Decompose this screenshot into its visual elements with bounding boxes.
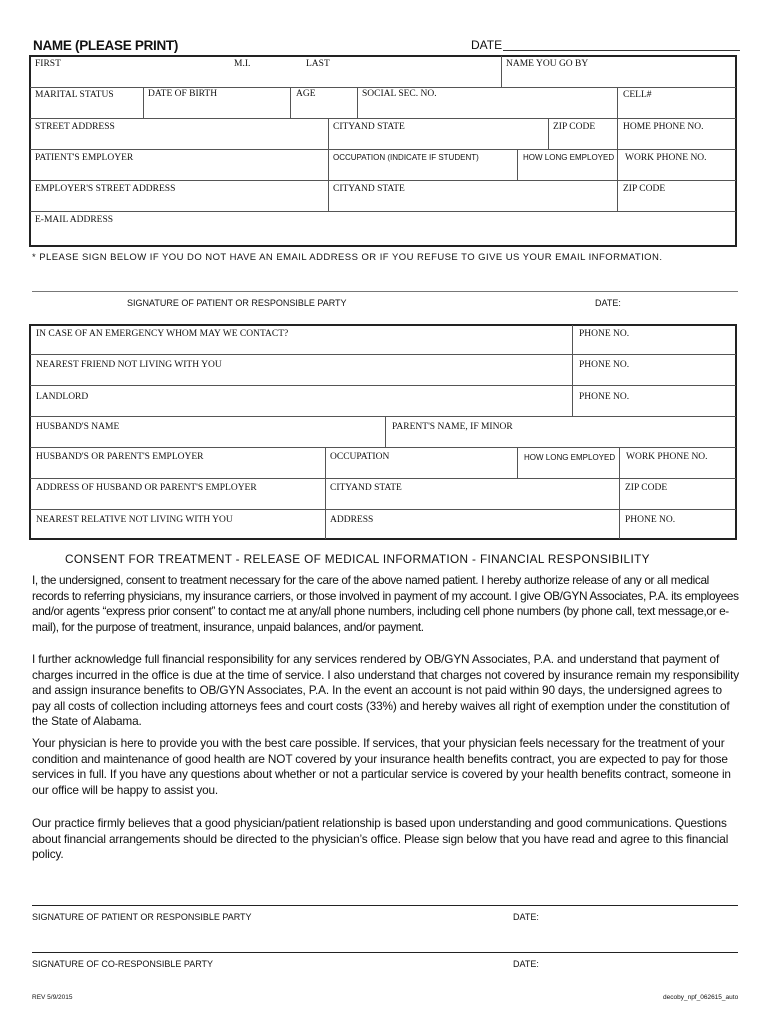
landlord-field[interactable]: LANDLORD xyxy=(36,392,89,402)
nearest-friend-phone[interactable]: PHONE NO. xyxy=(579,360,630,370)
landlord-phone[interactable]: PHONE NO. xyxy=(579,392,630,402)
nearest-relative-field[interactable]: NEAREST RELATIVE NOT LIVING WITH YOU xyxy=(36,515,233,525)
email-field[interactable]: E-MAIL ADDRESS xyxy=(35,215,114,225)
patient-employer-field[interactable]: PATIENT'S EMPLOYER xyxy=(35,153,134,163)
patient-info-box xyxy=(29,55,737,247)
cell-phone-field[interactable]: CELL# xyxy=(623,90,652,100)
husband-employer-field[interactable]: HUSBAND'S OR PARENT'S EMPLOYER xyxy=(36,452,204,462)
employer-zip-field[interactable]: ZIP CODE xyxy=(623,184,666,194)
relative-phone-field[interactable]: PHONE NO. xyxy=(625,515,676,525)
consent-paragraph-2: I further acknowledge full financial responsibility for any services rendered by OB/GYN Associates, P.A. and understand that payment of charges incurred in the office is due at the time of service. I also understand that charges not covered by insurance remain my responsibility and assign insurance benefits to OB/GYN Associates, P.A. In the event an account is not paid within 90 days, the undersigned agrees to pay all costs of collection including attorneys fees and court costs (33%) and hereby waives all right of exemption under the constitution of the State of Alabama. xyxy=(32,652,739,729)
husband-work-phone-field[interactable]: WORK PHONE NO. xyxy=(626,452,708,462)
email-signature-date: DATE: xyxy=(595,298,621,308)
age-field[interactable]: AGE xyxy=(296,89,316,99)
consent-paragraph-3: Your physician is here to provide you with the best care possible. If services, that your physician feels necessary for the treatment of your condition and maintenance of good health are NOT covered by your insurance health benefits contract, you are expected to pay for those services in full. If you have any questions about whether or not a particular service is covered by your health benefits contract, someone in our office will be happy to assist you. xyxy=(32,736,731,797)
consent-paragraph-1: I, the undersigned, consent to treatment necessary for the care of the above named patient. I hereby authorize release of any or all medical records to referring physicians, my insurance carriers, or those involved in payment of my account. I give OB/GYN Associates, P.A. its employees and/or agents “express prior consent” to contact me at any/all phone numbers, including cell phone numbers (by phone call, text message,or e-mail), for the purpose of treatment, insurance, unpaid balances, and/or payment. xyxy=(32,573,739,634)
marital-status-field[interactable]: MARITAL STATUS xyxy=(35,90,114,100)
employer-street-field[interactable]: EMPLOYER'S STREET ADDRESS xyxy=(35,184,176,194)
husband-how-long-field[interactable]: HOW LONG EMPLOYED xyxy=(524,453,616,462)
social-security-field[interactable]: SOCIAL SEC. NO. xyxy=(362,89,437,99)
nearest-friend-field[interactable]: NEAREST FRIEND NOT LIVING WITH YOU xyxy=(36,360,222,370)
emergency-box xyxy=(29,324,737,540)
co-signature-line[interactable] xyxy=(32,952,738,953)
occupation-field[interactable]: OCCUPATION (INDICATE IF STUDENT) xyxy=(333,153,479,162)
date-of-birth-field[interactable]: DATE OF BIRTH xyxy=(148,89,218,99)
parent-name-field[interactable]: PARENT'S NAME, IF MINOR xyxy=(392,422,513,432)
home-phone-field[interactable]: HOME PHONE NO. xyxy=(623,122,704,132)
patient-signature-date: DATE: xyxy=(513,912,539,922)
emergency-contact-field[interactable]: IN CASE OF AN EMERGENCY WHOM MAY WE CONTACT? xyxy=(36,329,289,339)
husband-name-field[interactable]: HUSBAND'S NAME xyxy=(36,422,120,432)
email-notice: * PLEASE SIGN BELOW IF YOU DO NOT HAVE AN EMAIL ADDRESS OR IF YOU REFUSE TO GIVE US YOUR EMAIL INFORMATION. xyxy=(32,252,663,263)
email-signature-label: SIGNATURE OF PATIENT OR RESPONSIBLE PARTY xyxy=(127,298,347,308)
relative-address-field[interactable]: ADDRESS xyxy=(330,515,374,525)
name-label: NAME (PLEASE PRINT) xyxy=(33,38,179,53)
street-address-field[interactable]: STREET ADDRESS xyxy=(35,122,115,132)
email-signature-line[interactable] xyxy=(32,291,738,292)
husband-address-field[interactable]: ADDRESS OF HUSBAND OR PARENT'S EMPLOYER xyxy=(36,483,257,493)
first-name-field[interactable]: FIRST xyxy=(35,59,61,69)
husband-zip-field[interactable]: ZIP CODE xyxy=(625,483,668,493)
city-state-field[interactable]: CITYAND STATE xyxy=(333,122,405,132)
name-you-go-by-field[interactable]: NAME YOU GO BY xyxy=(506,59,589,69)
patient-signature-line[interactable] xyxy=(32,905,738,906)
consent-paragraph-4: Our practice firmly believes that a good physician/patient relationship is based upon understanding and good communications. Questions about financial arrangements should be directed to the physician’s office. Please sign below that you have read and agree to this financial policy. xyxy=(32,816,729,862)
consent-title: CONSENT FOR TREATMENT - RELEASE OF MEDICAL INFORMATION - FINANCIAL RESPONSIBILITY xyxy=(65,552,650,566)
co-signature-label: SIGNATURE OF CO-RESPONSIBLE PARTY xyxy=(32,959,214,969)
work-phone-field[interactable]: WORK PHONE NO. xyxy=(625,153,707,163)
zip-code-field[interactable]: ZIP CODE xyxy=(553,122,596,132)
date-line[interactable] xyxy=(503,50,740,51)
husband-occupation-field[interactable]: OCCUPATION xyxy=(330,452,390,462)
last-name-field[interactable]: LAST xyxy=(306,59,330,69)
husband-city-state-field[interactable]: CITYAND STATE xyxy=(330,483,402,493)
form-code: decoby_npf_062615_auto xyxy=(663,994,739,1001)
how-long-employed-field[interactable]: HOW LONG EMPLOYED xyxy=(523,153,615,162)
patient-signature-label: SIGNATURE OF PATIENT OR RESPONSIBLE PARTY xyxy=(32,912,252,922)
employer-city-state-field[interactable]: CITYAND STATE xyxy=(333,184,405,194)
emergency-contact-phone[interactable]: PHONE NO. xyxy=(579,329,630,339)
date-label: DATE xyxy=(471,38,503,52)
revision-label: REV 5/9/2015 xyxy=(32,994,73,1001)
co-signature-date: DATE: xyxy=(513,959,539,969)
middle-initial-field[interactable]: M.I. xyxy=(234,59,251,69)
